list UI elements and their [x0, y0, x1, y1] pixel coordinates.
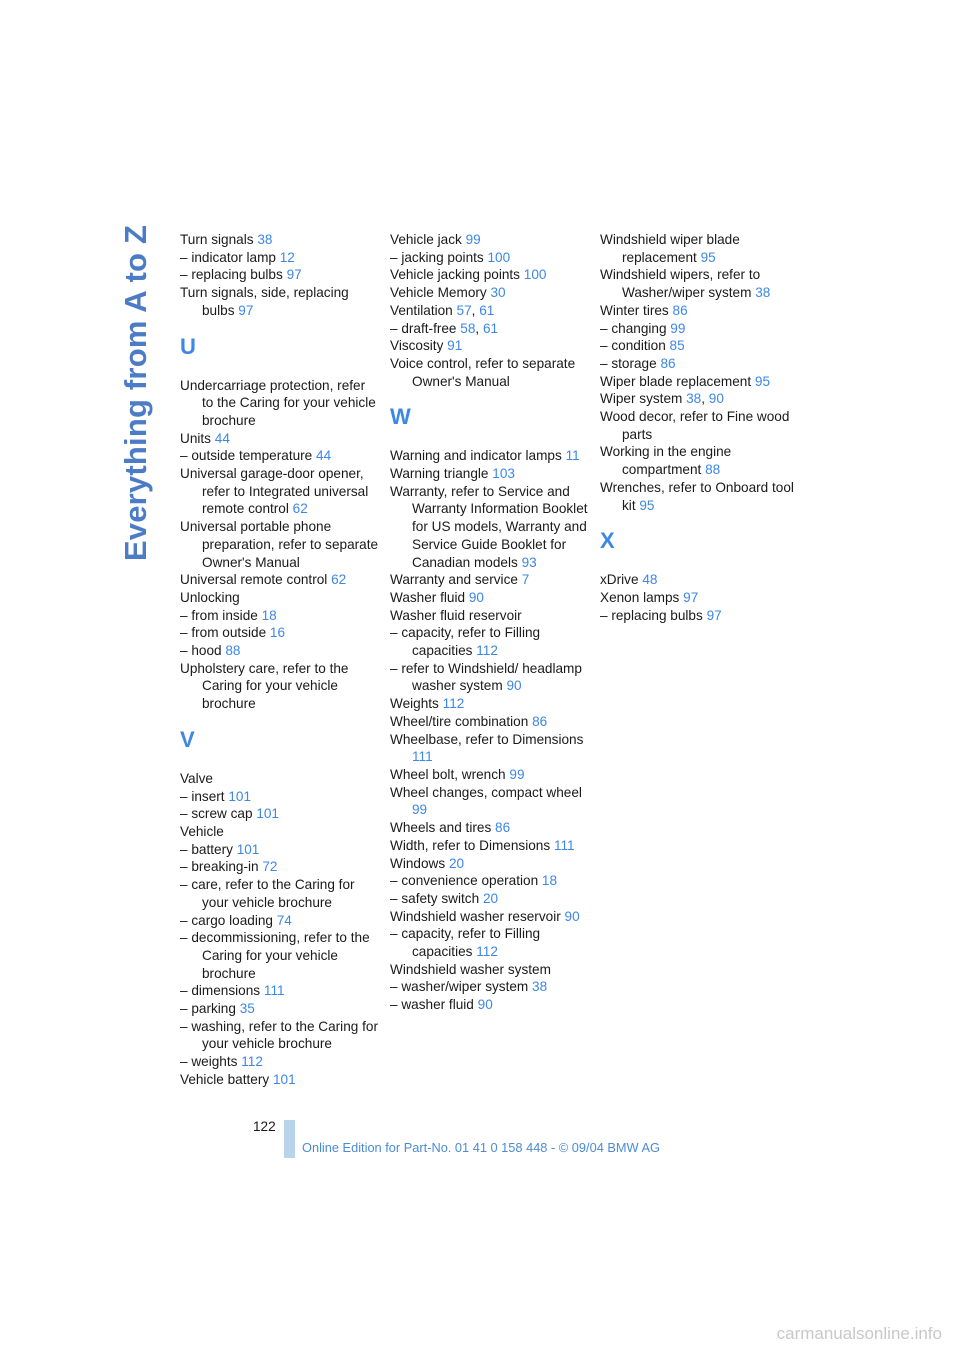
index-entry-text: – screw cap [180, 806, 253, 822]
index-entry [180, 929, 380, 982]
index-entry-text: xDrive [600, 572, 639, 588]
index-entry [600, 355, 800, 373]
index-entry-text: – from inside [180, 607, 258, 623]
index-entry-text: Universal garage-door opener, refer to Integrated universal remote control [180, 466, 369, 517]
index-entry [600, 589, 800, 607]
index-entry-text: – convenience operation [390, 873, 539, 889]
index-entry [390, 465, 590, 483]
page-reference-link[interactable]: 62 [292, 501, 308, 517]
index-entry-text: Unlocking [180, 589, 240, 605]
index-entry [180, 1053, 380, 1071]
index-entry-text: Windshield wiper blade replacement [600, 232, 740, 265]
index-entry [600, 373, 800, 391]
index-entry [180, 660, 380, 713]
index-letter-heading: U [180, 333, 196, 359]
page-number: 122 [253, 1119, 276, 1134]
index-letter-heading: V [180, 726, 195, 752]
index-entry-text: Wiper system [600, 391, 683, 407]
index-entry-text: Wood decor, refer to Fine wood parts [600, 409, 790, 442]
page-reference-link[interactable]: 97 [683, 589, 699, 605]
index-entry [180, 607, 380, 625]
index-entry [600, 302, 800, 320]
page-reference-link[interactable]: 90 [506, 678, 522, 694]
index-letter-heading: W [390, 404, 411, 430]
page-reference-link[interactable]: 112 [476, 643, 498, 659]
index-entry-text: – replacing bulbs [600, 607, 703, 623]
page-reference-link[interactable]: 99 [670, 320, 686, 336]
index-entry-text: – parking [180, 1001, 236, 1017]
page-reference-link[interactable]: 99 [412, 802, 428, 818]
index-entry [390, 589, 590, 607]
index-entry-text: – cargo loading [180, 912, 273, 928]
index-entry-text: – jacking points [390, 249, 484, 265]
index-entry-text: – decommissioning, refer to the Caring for your vehicle brochure [180, 930, 370, 981]
index-entry-text: Warranty and service [390, 572, 518, 588]
index-entry [390, 607, 590, 625]
page-reference-link[interactable]: 101 [236, 841, 260, 857]
page-reference-link[interactable]: 111 [263, 983, 285, 999]
page-reference-link[interactable]: 100 [523, 267, 547, 283]
index-entry [390, 855, 590, 873]
index-column-1 [180, 231, 380, 1089]
index-entry-text: Warning and indicator lamps [390, 448, 562, 464]
index-entry [180, 1018, 380, 1053]
index-entry-text: Valve [180, 770, 213, 786]
index-entry [390, 837, 590, 855]
index-entry [390, 660, 590, 695]
page-ref-separator: , [471, 302, 476, 318]
index-entry-text: – changing [600, 320, 667, 336]
index-entry [390, 266, 590, 284]
page-reference-link[interactable]: 20 [448, 855, 465, 871]
index-entry [180, 1071, 380, 1089]
page-reference-link[interactable]: 111 [412, 749, 433, 765]
index-entry-text: – washing, refer to the Caring for your vehicle brochure [180, 1018, 378, 1052]
index-entry [180, 841, 380, 859]
page-reference-link[interactable]: 11 [565, 448, 580, 464]
index-entry [390, 249, 590, 267]
index-entry [600, 266, 800, 301]
index-entry-text: Washer fluid [390, 589, 466, 605]
index-entry [390, 695, 590, 713]
page-reference-link[interactable]: 58 [460, 320, 476, 336]
page-reference-link[interactable]: 95 [639, 497, 655, 513]
page-reference-link[interactable]: 18 [261, 607, 277, 623]
index-entry [180, 266, 380, 284]
index-entry [390, 231, 590, 249]
index-entry [390, 302, 590, 320]
index-entry [390, 483, 590, 572]
page-reference-link[interactable]: 74 [276, 912, 292, 928]
page-reference-link[interactable]: 86 [495, 820, 511, 836]
index-entry-text: Windows [390, 855, 446, 871]
index-entry-text: Wheels and tires [390, 820, 492, 836]
section-title-text: Everything from A to Z [118, 224, 154, 562]
index-entry [390, 784, 590, 819]
page-reference-link[interactable]: 103 [492, 466, 515, 482]
page-reference-link[interactable]: 38 [686, 391, 702, 407]
index-entry-text: Viscosity [390, 338, 444, 354]
index-entry-text: Vehicle jack [390, 232, 462, 247]
index-entry [390, 337, 590, 355]
index-entry-text: – washer fluid [390, 997, 474, 1013]
index-entry-text: Universal remote control [180, 572, 328, 588]
page-reference-link[interactable]: 86 [660, 355, 676, 371]
page-reference-link[interactable]: 30 [490, 285, 506, 301]
footer-accent-bar [284, 1120, 295, 1158]
index-entry-text: Wheel/tire combination [390, 713, 529, 729]
watermark-text: carmanualsonline.info [776, 1324, 942, 1343]
index-entry [180, 518, 380, 571]
index-entry [600, 571, 800, 589]
page-reference-link[interactable]: 100 [487, 249, 511, 265]
index-entry-text: Ventilation [390, 302, 453, 318]
index-entry-text: Wrenches, refer to Onboard tool kit [600, 479, 794, 513]
index-entry-text: Vehicle Memory [390, 285, 487, 301]
index-entry-text: – indicator lamp [180, 249, 276, 265]
page-reference-link[interactable]: 16 [269, 625, 286, 641]
index-entry [600, 408, 800, 443]
index-entry [600, 320, 800, 338]
page-reference-link[interactable]: 44 [214, 430, 230, 446]
index-entry-text: – draft-free [390, 320, 457, 336]
index-entry-text: – refer to Windshield/ headlamp washer system [390, 660, 582, 694]
index-entry [390, 713, 590, 731]
page-reference-link[interactable]: 88 [705, 462, 721, 478]
page-reference-link[interactable]: 86 [672, 302, 688, 318]
page-reference-link[interactable]: 44 [316, 448, 332, 464]
page-reference-link[interactable]: 91 [447, 338, 463, 354]
index-entry-text: Winter tires [600, 302, 669, 318]
index-entry-text: Vehicle jacking points [390, 267, 520, 283]
index-entry [390, 890, 590, 908]
index-entry-text: Windshield washer reservoir [390, 908, 561, 924]
index-entry-text: – replacing bulbs [180, 267, 283, 283]
index-entry [600, 231, 800, 266]
index-entry [180, 589, 380, 607]
page-reference-link[interactable]: 93 [521, 554, 537, 570]
index-entry [180, 571, 380, 589]
index-entry-text: – capacity, refer to Filling capacities [390, 926, 541, 960]
index-entry [600, 443, 800, 478]
footer-edition-text: Online Edition for Part-No. 01 41 0 158 448 - © 09/04 BMW AG [302, 1140, 660, 1155]
index-entry-text: Width, refer to Dimensions [390, 837, 551, 853]
index-entry-text: Wiper blade replacement [600, 373, 752, 389]
index-entry [180, 876, 380, 911]
index-entry [390, 766, 590, 784]
index-entry [600, 390, 800, 408]
index-entry [180, 858, 380, 876]
index-entry-text: – storage [600, 355, 657, 371]
index-entry [390, 978, 590, 996]
page-reference-link[interactable]: 48 [642, 572, 658, 588]
page-reference-link[interactable]: 35 [239, 1001, 255, 1017]
index-entry [390, 284, 590, 302]
page-reference-link[interactable]: 90 [708, 391, 724, 407]
index-entry-text: Xenon lamps [600, 589, 680, 605]
index-entry-text: Wheelbase, refer to Dimensions [390, 731, 584, 747]
page-reference-link[interactable]: 97 [706, 607, 722, 623]
page-reference-link[interactable]: 112 [241, 1054, 263, 1070]
index-entry [390, 872, 590, 890]
index-entry-text: Units [180, 430, 211, 446]
page-reference-link[interactable]: 97 [286, 267, 302, 283]
index-entry-text: Working in the engine compartment [600, 444, 732, 478]
index-entry [180, 624, 380, 642]
index-entry-text: Washer fluid reservoir [390, 607, 522, 623]
page-reference-link[interactable]: 101 [256, 806, 279, 822]
index-entry [180, 1000, 380, 1018]
index-entry-text: Turn signals, side, replacing bulbs [180, 285, 349, 318]
index-entry [180, 823, 380, 841]
page-reference-link[interactable]: 86 [532, 713, 548, 729]
page-reference-link[interactable]: 12 [279, 249, 295, 265]
page-reference-link[interactable]: 57 [456, 302, 472, 318]
index-entry [390, 908, 590, 926]
index-entry-text: – from outside [180, 625, 267, 641]
index-entry [180, 430, 380, 448]
index-entry [180, 982, 380, 1000]
index-entry [180, 284, 380, 319]
index-entry-text: Vehicle battery [180, 1071, 270, 1087]
index-entry [390, 624, 590, 659]
page-reference-link[interactable]: 112 [442, 696, 465, 712]
index-column-3 [600, 231, 800, 624]
index-entry-text: Wheel bolt, wrench [390, 766, 506, 782]
index-entry [180, 912, 380, 930]
index-entry [390, 819, 590, 837]
index-entry-text: Wheel changes, compact wheel [390, 784, 582, 800]
index-entry-text: – condition [600, 338, 666, 354]
index-letter-heading: X [600, 528, 615, 554]
index-entry-text: Vehicle [180, 823, 224, 839]
index-entry [180, 805, 380, 823]
page-reference-link[interactable]: 97 [238, 302, 254, 318]
page-reference-link[interactable]: 101 [272, 1071, 296, 1087]
index-entry [180, 770, 380, 788]
index-entry-text: Windshield washer system [390, 961, 551, 977]
index-entry [390, 355, 590, 390]
index-entry-text: Voice control, refer to separate Owner's Manual [390, 355, 576, 389]
index-entry-text: Upholstery care, refer to the Caring for your vehicle brochure [180, 660, 349, 712]
index-entry [600, 337, 800, 355]
index-entry [390, 925, 590, 960]
page-reference-link[interactable]: 85 [669, 338, 685, 354]
page-reference-link[interactable]: 95 [754, 373, 771, 389]
index-entry-text: Turn signals [180, 232, 254, 247]
index-entry-text: – insert [180, 788, 225, 804]
index-entry-text: – breaking-in [180, 859, 259, 875]
index-entry [390, 447, 590, 465]
page-reference-link[interactable]: 99 [465, 232, 481, 247]
index-entry-text: Warning triangle [390, 466, 489, 482]
page-reference-link[interactable]: 38 [532, 979, 548, 995]
index-entry-text: – care, refer to the Caring for your vehicle brochure [180, 877, 355, 910]
index-entry [180, 447, 380, 465]
page-reference-link[interactable]: 90 [477, 997, 493, 1013]
index-entry-text: Universal portable phone preparation, refer to separate Owner's Manual [180, 519, 379, 570]
index-entry [180, 377, 380, 430]
page-reference-link[interactable]: 95 [700, 249, 716, 265]
index-entry-text: – capacity, refer to Filling capacities [390, 625, 541, 659]
index-entry-text: – hood [180, 643, 222, 659]
index-entry-text: – battery [180, 841, 233, 857]
index-entry-text: – safety switch [390, 890, 480, 906]
section-side-title [116, 224, 156, 562]
page-ref-separator: , [475, 320, 480, 336]
index-entry [600, 607, 800, 625]
page-reference-link[interactable]: 111 [553, 837, 575, 853]
index-entry-text: – washer/wiper system [390, 979, 529, 995]
page-reference-link[interactable]: 61 [482, 320, 499, 336]
index-entry-text: Weights [390, 696, 439, 712]
index-entry [600, 479, 800, 514]
page-reference-link[interactable]: 20 [482, 890, 499, 906]
index-entry [180, 231, 380, 249]
index-entry [390, 571, 590, 589]
index-entry [390, 731, 590, 766]
page-ref-separator: , [701, 391, 706, 407]
index-entry [180, 642, 380, 660]
page-reference-link[interactable]: 38 [257, 232, 273, 247]
page-reference-link[interactable]: 88 [225, 643, 241, 659]
page-reference-link[interactable]: 7 [521, 572, 530, 588]
page-reference-link[interactable]: 90 [468, 589, 484, 605]
page-reference-link[interactable]: 72 [262, 859, 278, 875]
page-reference-link[interactable]: 90 [564, 908, 580, 924]
index-entry-text: Windshield wipers, refer to Washer/wiper system [600, 267, 761, 301]
index-entry-text: Warranty, refer to Service and Warranty Information Booklet for US models, Warranty and Service Guide Booklet for Canadian models [390, 483, 588, 570]
index-entry [180, 788, 380, 806]
index-entry [390, 961, 590, 979]
index-entry [180, 465, 380, 518]
page-reference-link[interactable]: 112 [476, 944, 498, 960]
index-entry-text: – weights [180, 1054, 238, 1070]
page-reference-link[interactable]: 18 [541, 873, 558, 889]
index-entry-text: – outside temperature [180, 448, 313, 464]
page-reference-link[interactable]: 38 [755, 285, 771, 301]
index-entry-text: Undercarriage protection, refer to the Caring for your vehicle brochure [180, 377, 376, 428]
index-entry [180, 249, 380, 267]
page-reference-link[interactable]: 99 [509, 766, 525, 782]
index-entry [390, 320, 590, 338]
index-entry [390, 996, 590, 1014]
index-column-2 [390, 231, 590, 1014]
page-reference-link[interactable]: 61 [479, 302, 495, 318]
page-reference-link[interactable]: 62 [331, 572, 347, 588]
page-reference-link[interactable]: 101 [228, 788, 252, 804]
index-entry-text: – dimensions [180, 983, 261, 999]
